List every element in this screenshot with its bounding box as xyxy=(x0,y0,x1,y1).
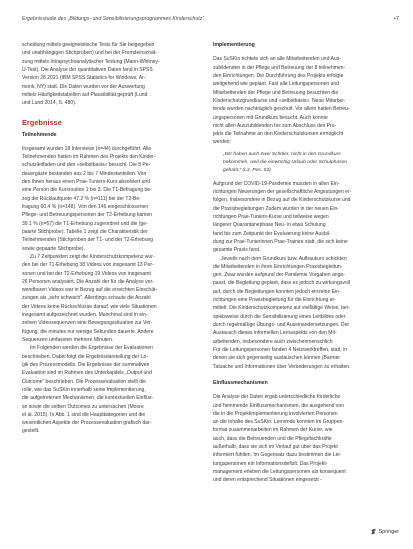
text-line: Aufgrund der COVID-19-Pandemie mussten in allen Ein- xyxy=(213,180,340,187)
text-line: folgen. Insbesondere in Bezug auf die Kinderschutzkurse und xyxy=(213,197,351,204)
text-line: tende wurden nachträglich geschult. Vor allem hatten Betreu- xyxy=(213,106,350,113)
text-line: werden: xyxy=(213,139,231,146)
subheading-implementation: Implementierung xyxy=(213,42,255,48)
subheading-influence-mechanisms: Einflussmechanismen xyxy=(213,379,268,386)
text-line: dung zur Prae-Tunierinnen Prae-Trainee statt, die sich keine xyxy=(213,238,348,245)
text-line: den Einrichtungen. Die Durchführung des Projekts erfolgte xyxy=(213,72,344,79)
text-line: paarte Stichprobe). Tabelle 1 zeigt die Charakteristik der xyxy=(22,228,148,235)
text-line: weitgehend wie geplant. Fast alle Leitungspersonen und xyxy=(213,81,339,88)
text-line: gen. Zwar wurden aufgrund der Pandemie Vorgaben ange- xyxy=(213,272,345,279)
text-line: monk, NY) statt. Die Daten wurden vor der Auswertung xyxy=(22,83,145,90)
text-line: die Mitarbeitenden in ihren Einrichtungen Praxisbegleitun- xyxy=(213,263,343,270)
text-line: gesamte Praxis fand. xyxy=(213,247,261,254)
text-line: Tatsache und Informationen über Veränderungen zu erhalten. xyxy=(213,363,351,370)
text-line: Teilnehmenden (Stichproben der T1- und der T2-Erhebung xyxy=(22,237,154,244)
text-line: arbeitenden, insbesondere auch zwischenmenschlich xyxy=(213,338,333,345)
implementation-paragraph xyxy=(213,55,391,146)
subheading-participants: Teilnehmende xyxy=(22,131,57,138)
text-line: auf, durch die Begleitungen konnten jedoch einzelne Ein- xyxy=(213,288,341,295)
text-line: durch regelmäßige Übungs- und Auseinandersetzungen. Der xyxy=(213,322,350,328)
text-line: Kinderschutzgrundkurse und »selbstbasis«. Neue Mitarbei- xyxy=(213,97,346,104)
quote-line: gehabt.“ (L3, Pos. 53) xyxy=(223,168,271,174)
left-column xyxy=(22,41,200,436)
text-line: passt, die Begleitung geplant, dass es jedoch zu wirkungsvoll xyxy=(213,280,350,287)
text-line: beschrieben. Dabei folgt die Ergebnisdarstellung der Lo- xyxy=(22,353,148,360)
text-line: zubildenden in der Pflege und Betreuung der 8 teilnehmen- xyxy=(213,64,346,71)
influence-paragraph xyxy=(213,393,391,484)
text-line: den bei der T1-Erhebung 38 Videos von insgesamt 13 Per- xyxy=(22,262,154,269)
text-line: dauergäste bestanden aus 2 bis 7 Mindestanteilen. Von xyxy=(22,170,147,177)
text-line: tungspersonen ein Informationsdefizit. Das Projekt- xyxy=(213,460,328,467)
text-line: richtungen Prae-Tuniers-Kurse und teilweise wegen xyxy=(213,213,329,220)
running-title: Ergebnisstudie des „Bildungs- und Sensibilisierungsprogrammes Kinderschutz“ xyxy=(22,16,205,22)
publisher-name: Springer xyxy=(378,528,399,535)
text-line: Insgesamt wurden 18 Interviews (n=44) durchgeführt. Alle xyxy=(22,145,152,152)
text-line: an die Inhalte des SuSKin. Lernende konnten im Gruppen- xyxy=(213,419,345,426)
text-line: U-Test). Die Analyse der quantitativen Daten fand in SPSS xyxy=(22,66,153,73)
text-line: informiert fühlten. Im Gegensatz dazu bestimmen die Lei- xyxy=(213,452,342,459)
text-line: den ihnen heraus einen Prae-Tuniers-Kurs absolviert und xyxy=(22,179,151,186)
text-line: Sequenzen umfassten mehrere Minuten. xyxy=(22,337,114,343)
text-line: der Videos keine Rückschlüsse darauf, wie viele Situationen xyxy=(22,303,157,310)
text-line: fragung 60.4 % (n=148). Von den 146 eingeschlossenen xyxy=(22,204,149,210)
text-line: richtungen eine Praxisbegleitung für die Einrichtung er- xyxy=(213,297,336,304)
quote-line: „Wir haben auch zwei Schüler, nicht in den Grundkurs xyxy=(223,151,341,157)
text-line: scheidung mittels geeignetstische Tests für Sie beigegeben xyxy=(22,42,155,48)
text-line: die Praxisbegleitungen Zudem wurden in der neuen Ein- xyxy=(213,205,339,212)
text-line: Für die Leitungspersonen fanden 4 Netzwerktreffen, statt, in xyxy=(213,346,348,353)
text-line: und Lund 2014, S. 480). xyxy=(22,100,77,107)
text-line: Zu 7 Zeitpunkten zeigt die Kinderschutzkompetenz wur- xyxy=(30,253,155,260)
intro-paragraph xyxy=(22,41,200,108)
text-line: längerer Quarantänephase Neu- in etwa Schulung xyxy=(213,222,326,229)
text-line: Jeweils nach dem Grundkurs bzw. Aufbaukurs schickten xyxy=(221,255,347,262)
text-line: Mitarbeitenden der Pflege und Betreuung besuchten die xyxy=(213,89,339,96)
text-line: Teilnehmenden hatten im Rahmen des Projekts den Kinder- xyxy=(22,154,156,161)
text-line: jekts die Teilnahme an den Kinderschutzkursen ermöglicht xyxy=(213,131,344,138)
page-number: •7 xyxy=(393,16,399,22)
text-line: richtungen Neuerungen der gesellschaftliche Angestungen er- xyxy=(213,189,352,195)
text-line: fand bis zum Zeitpunkt der Evaluierung keine Ausbil- xyxy=(213,230,331,237)
spacer xyxy=(213,371,391,379)
publisher-logo xyxy=(370,528,399,535)
text-line: 39.1 % (n=57) die T1-Erhebung zugeordnet und die (ge- xyxy=(22,220,148,227)
text-line: Version 28 2021 (IBM SPSS Statistics for Windows, Ar- xyxy=(22,75,146,82)
text-line: zungen als „sehr schwach“. Allerdings schaute die Anzahl xyxy=(22,295,151,302)
text-line: eine Person die Kursroutine 1 bis 3. Die T1-Befragung be- xyxy=(22,187,152,194)
text-line: zung mittels Intrapsychoanalytischer Testung (Mann-Whitney- xyxy=(22,58,160,65)
text-line: wendbaren Videos war in Bezug auf die erreichten Einschät- xyxy=(22,287,158,294)
text-line: et al. 2015). In Abb. 1 sind die Hauptkategorien und die xyxy=(22,411,146,418)
text-line: auch, dass die Betreuenden und die Pflegefachkräfte xyxy=(213,435,332,442)
section-heading-results: Ergebnisse xyxy=(22,117,62,127)
text-line: Austausch dieses informellen Lernaspekts von den Mit- xyxy=(213,330,337,337)
text-line: Outcome“ beschrieben. Die Prozessevaluation stellt die xyxy=(22,378,146,385)
text-line: ungspersonen mit Grundkurs besucht. Auch konnte xyxy=(213,114,328,121)
text-line: die aufgetretenen Mechanismen, die kontextuellen Einflüs- xyxy=(22,395,154,402)
springer-horse-icon xyxy=(370,528,377,535)
text-line: die in die Projektimplementierung involvierten Personen xyxy=(213,410,338,417)
text-line: schutzleitfaden und den »selbstbasis« besucht. Die 8 Pe- xyxy=(22,162,151,169)
text-line: außerhalb, dass sie sich im Verlauf gut über das Projekt xyxy=(213,444,338,451)
text-line: sowie gepaarte Stichprobe). xyxy=(22,245,85,252)
block-quote xyxy=(213,151,391,176)
text-line: mittels Häufigkeitstabellen auf Plausibilität geprüft (Lund xyxy=(22,91,148,98)
text-line: denen sie sich gegenseitig austauschen können (Barmer xyxy=(213,355,341,362)
text-line: Das SuSKin richtete sich an alle Mitarbeitenden und Aus- xyxy=(213,56,341,63)
text-line: gik des Prozessmodells. Die Ergebnisse der summativen xyxy=(22,361,150,368)
text-line: und unabhängigen Stichproben) und bei der Fremdeinschät- xyxy=(22,50,157,57)
quote-line: bekommen, weil die einwöchig Urlaub oder Schulphasen xyxy=(223,160,348,166)
text-line: und deren entsprechend Situationen eingesetzt - xyxy=(213,477,322,484)
text-line: wesentlichen Aspekte der Prozessevaluation grafisch dar- xyxy=(22,420,152,427)
covid-paragraph xyxy=(213,180,391,371)
text-line: Evaluation sind im Rahmen des Unterkapitels „Output und xyxy=(22,370,152,377)
text-line: und hemmende Einflussmechanismen, die ausgehend von xyxy=(213,402,345,409)
text-line: fügung, die minutes nur wenige Sekunden dauerte. Andere xyxy=(22,328,154,335)
text-line: gestellt. xyxy=(22,428,40,435)
text-line: 26 Personen analysiert. Die Anzahl der für die Analyse ver- xyxy=(22,278,154,285)
text-line: management erleben die Leitungspersonen als konsequent xyxy=(213,469,346,475)
text-line: format zusammenarbeiten im Rahmen der Kurse, wie xyxy=(213,427,333,434)
right-column xyxy=(213,41,391,485)
text-line: sonen und bei der T2-Erhebung 19 Videos von insgesamt xyxy=(22,270,151,277)
spacer xyxy=(22,108,200,116)
text-line: zog die Rücklaufquote 47.2 % (n=111) bei der T2-Be- xyxy=(22,195,141,202)
text-line: se sowie die selben Outcomes zu untersuchen (Moore xyxy=(22,403,144,410)
text-line: nicht allen Auszubildenden bis zum Abschluss des Pro- xyxy=(213,122,337,129)
text-line: Im Folgenden werden die Ergebnisse der Evaluationen xyxy=(30,345,153,352)
participants-paragraph xyxy=(22,145,200,436)
text-line: Die Analyse der Daten ergab unterschiedliche förderliche xyxy=(213,394,341,401)
text-line: rolle, wie das SuSKin innerhalb seine Implementierung, xyxy=(22,386,146,393)
text-line: Pflege- und Betreuungspersonen der T2-Erhebung kamen xyxy=(22,212,153,219)
text-line: spielsweise durch die Sensibilisierung eines Leitbildes oder xyxy=(213,313,346,320)
text-line: zelnen Videosequenzen eine Bewegungssituation zur Ver- xyxy=(22,320,153,327)
text-line: insgesamt aufgezeichnet wurden. Manchmal sind in ein- xyxy=(22,312,148,319)
text-line: mittelt. Die Kinderschutzkompetenz auf vielfältige Weise, bei- xyxy=(213,305,350,312)
